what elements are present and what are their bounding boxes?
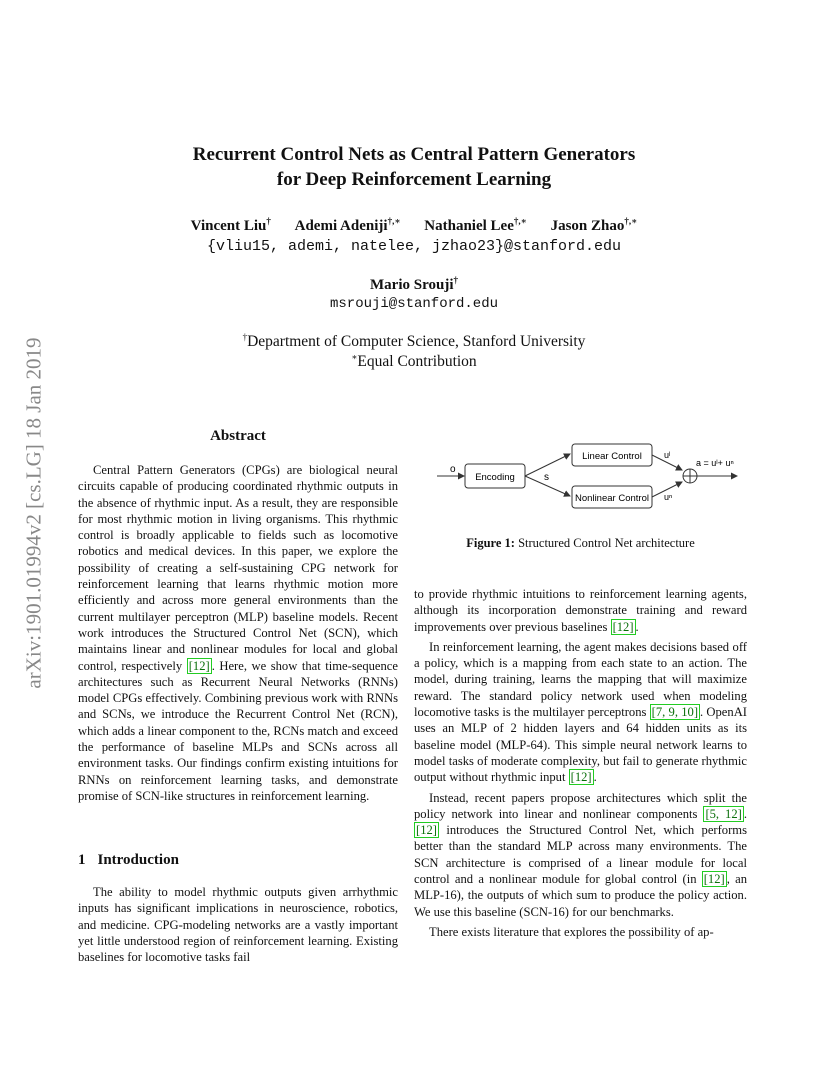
arxiv-id: arXiv:1901.01994v2 [cs.LG] 18 Jan 2019	[21, 337, 46, 689]
citation-link[interactable]: [12]	[703, 872, 725, 887]
author: Ademi Adeniji†,∗	[294, 216, 401, 234]
citation-link[interactable]: [12]	[570, 770, 592, 785]
paper-title	[0, 142, 828, 192]
input-label: o	[450, 464, 456, 475]
citation-link[interactable]: [12]	[188, 658, 210, 673]
title-line-2: for Deep Reinforcement Learning	[276, 169, 552, 190]
linear-control-label: Linear Control	[582, 451, 642, 462]
author: Nathaniel Lee†,∗	[424, 216, 527, 234]
author2-email: msrouji@stanford.edu	[329, 296, 499, 312]
author: Jason Zhao†,∗	[550, 216, 638, 234]
author: Vincent Liu†	[190, 216, 271, 234]
citation-link[interactable]: [7, 9, 10]	[651, 705, 699, 720]
author-list	[0, 218, 828, 235]
citation-link[interactable]: [5, 12]	[705, 806, 742, 821]
encoding-label: Encoding	[475, 472, 515, 483]
abstract-body: Central Pattern Generators (CPGs) are biological neural circuits capable of producing coordinated rhythmic outputs in the absence of rhythmic input. As a result, they are responsible for most rhythmic motion in living organisms. This rhythmic control is broadly applicable to fields such as locomotive robotics and medical devices. In this paper, we explore the possibility of creating a self-sustaining CPG network for reinforcement learning that learns rhythmic motion more efficiently and across more general environments than the current multilayer perceptron (MLP) baseline models. Recent work introduces the Structured Control Net (SCN), which maintains linear and nonlinear modules for local and global control, respectively [12] . Here, we show that time-sequence architectures such as Recurrent Neural Networks (RNNs) model CPGs effectively. Combining previous work with RNNs and SCNs, we introduce the Recurrent Control Net (RCN), which adds a linear component to the, RCNs match and exceed the performance of baseline MLPs and SCNs across all environment tasks. Our findings confirm existing intuitions for RNNs on reinforcement learning tasks, and demonstrate promise of SCN-like structures in reinforcement learning.	[78, 463, 398, 803]
section-heading-introduction: 1 Introduction	[78, 852, 179, 868]
citation-link[interactable]: [12]	[416, 823, 437, 838]
affiliation: †Department of Computer Science, Stanford University ∗Equal Contribution	[242, 331, 586, 370]
sum-output-label: a = uˡ+ uⁿ	[696, 458, 734, 468]
state-label: s	[544, 472, 549, 483]
nonlinear-output-label: uⁿ	[664, 492, 673, 502]
scn-diagram	[432, 440, 742, 530]
abstract-heading: Abstract	[210, 428, 266, 444]
citation-link[interactable]: [12]	[612, 619, 634, 634]
author-emails: {vliu15, ademi, natelee, jzhao23}@stanford.edu	[206, 238, 622, 255]
figure-scn-architecture	[432, 440, 742, 530]
nonlinear-control-label: Nonlinear Control	[575, 493, 649, 504]
title-line-1: Recurrent Control Nets as Central Pattern Generators	[192, 144, 636, 165]
author-second-row: Mario Srouji†	[370, 275, 458, 293]
figure-caption: Figure 1: Structured Control Net architecture	[466, 536, 695, 550]
right-column-body: to provide rhythmic intuitions to reinforcement learning agents, although its incorporation demonstrate training and reward improvements over previous baselines [12] . In reinforcement learning, the agent makes decisions based off a policy, which is a mapping from each state to an action. The model, during training, learns the mapping that will maximize reward. The standard policy network used when modeling locomotive tasks is the multilayer perceptrons [7, 9, 10] . OpenAI uses an MLP of 2 hidden layers and 64 hidden units as its baseline model (MLP-64). This simple neural network learns to model tasks of moderate complexity, but fail to generate rhythmic output without rhythmic input [12] . Instead, recent papers propose architectures which split the policy network into linear and nonlinear components [5, 12] . [12] introduces the Structured Control Net, which performs better than the standard MLP across many environments. The SCN architecture is comprised of a linear module for local control and a nonlinear module for global control (in [12] , an MLP-16), the outputs of which sum to produce the policy action. We use this baseline (SCN-16) for our benchmarks. There exists literature that explores the possibility of ap-	[414, 587, 747, 939]
introduction-body: The ability to model rhythmic outputs given arrhythmic inputs has significant implications in neuroscience, robotics, and medicine. CPG-modeling networks are a vastly important yet little understood region of reinforcement learning. Existing baselines for locomotive tasks fail	[78, 885, 398, 965]
linear-output-label: uˡ	[664, 450, 671, 460]
